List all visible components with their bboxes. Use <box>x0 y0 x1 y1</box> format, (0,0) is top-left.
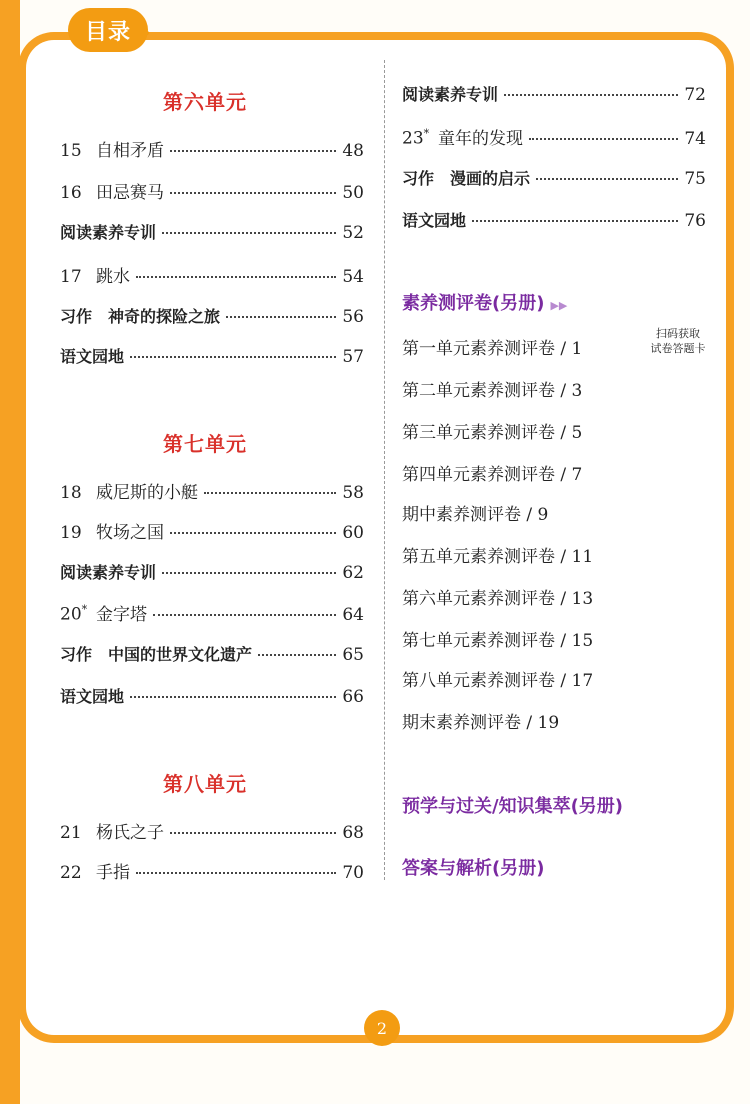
column-divider <box>384 60 385 880</box>
test-section-title: 素养测评卷(另册) ▶▶ <box>402 293 568 314</box>
qr-note: 扫码获取 试卷答题卡 <box>650 327 706 355</box>
section-title: 习作 中国的世界文化遗产 <box>60 645 253 664</box>
page-number: 2 <box>364 1010 400 1046</box>
lesson-number: 21 <box>60 823 82 843</box>
lesson-number: 19 <box>60 523 82 543</box>
page-ref: 50 <box>342 183 364 203</box>
dot-leader <box>162 232 336 234</box>
page-ref: 54 <box>342 267 364 287</box>
page-ref: 70 <box>342 863 364 883</box>
unit-title-6: 第六单元 <box>163 90 247 114</box>
toc-entry[interactable] <box>402 82 706 105</box>
page-ref: 66 <box>342 687 364 707</box>
toc-entry[interactable] <box>60 304 364 327</box>
unit-title-7: 第七单元 <box>163 432 247 456</box>
toc-entry[interactable] <box>60 220 364 243</box>
page-ref: 57 <box>342 347 364 367</box>
lesson-title: 手指 <box>96 863 130 883</box>
lesson-title: 牧场之国 <box>96 523 164 543</box>
page-ref: 76 <box>684 211 706 231</box>
page-ref: 48 <box>342 141 364 161</box>
dot-leader <box>130 696 336 698</box>
lesson-number: 22 <box>60 863 82 883</box>
toc-entry[interactable] <box>60 560 364 583</box>
page-ref: 74 <box>684 129 706 149</box>
toc-tab: 目录 <box>68 8 148 52</box>
lesson-title: 威尼斯的小艇 <box>96 483 198 503</box>
dot-leader <box>130 356 336 358</box>
lesson-number: 17 <box>60 267 82 287</box>
section-title: 习作 神奇的探险之旅 <box>60 307 221 326</box>
section-title: 语文园地 <box>402 211 467 230</box>
toc-entry[interactable] <box>60 818 364 843</box>
toc-entry[interactable] <box>60 344 364 367</box>
toc-entry[interactable] <box>402 124 706 149</box>
section-title: 阅读素养专训 <box>60 563 157 582</box>
toc-entry[interactable] <box>60 178 364 203</box>
test-item[interactable]: 期中素养测评卷 / 9 <box>402 505 549 525</box>
lesson-title: 自相矛盾 <box>96 141 164 161</box>
toc-entry[interactable] <box>60 858 364 883</box>
test-item[interactable]: 第七单元素养测评卷 / 15 <box>402 631 594 651</box>
dot-leader <box>226 316 336 318</box>
lesson-number: 15 <box>60 141 82 161</box>
page-ref: 52 <box>342 223 364 243</box>
section-title: 阅读素养专训 <box>60 223 157 242</box>
page-border <box>0 0 20 1104</box>
dot-leader <box>472 220 678 222</box>
test-item[interactable]: 第四单元素养测评卷 / 7 <box>402 465 583 485</box>
answers-section-title[interactable]: 答案与解析(另册) <box>402 858 545 879</box>
dot-leader <box>258 654 336 656</box>
test-item[interactable]: 第三单元素养测评卷 / 5 <box>402 423 583 443</box>
section-title: 语文园地 <box>60 687 125 706</box>
section-title: 语文园地 <box>60 347 125 366</box>
test-item[interactable]: 第五单元素养测评卷 / 11 <box>402 547 594 567</box>
toc-entry[interactable] <box>60 600 364 625</box>
toc-entry[interactable] <box>60 478 364 503</box>
toc-entry[interactable] <box>60 684 364 707</box>
dot-leader <box>504 94 678 96</box>
test-item[interactable]: 第六单元素养测评卷 / 13 <box>402 589 594 609</box>
toc-entry[interactable] <box>60 136 364 161</box>
test-item[interactable]: 第二单元素养测评卷 / 3 <box>402 381 583 401</box>
tab-decoration <box>138 20 152 39</box>
lesson-number: 23* <box>402 127 430 149</box>
toc-entry[interactable] <box>60 642 364 665</box>
lesson-number: 18 <box>60 483 82 503</box>
dot-leader <box>170 192 336 194</box>
lesson-number: 20* <box>60 603 88 625</box>
section-title: 阅读素养专训 <box>402 85 499 104</box>
page-ref: 56 <box>342 307 364 327</box>
dot-leader <box>529 138 678 140</box>
page-ref: 75 <box>684 169 706 189</box>
page-ref: 68 <box>342 823 364 843</box>
dot-leader <box>136 276 336 278</box>
dot-leader <box>153 614 336 616</box>
lesson-title: 跳水 <box>96 267 130 287</box>
page-ref: 58 <box>342 483 364 503</box>
toc-entry[interactable] <box>60 518 364 543</box>
double-arrow-icon: ▶▶ <box>550 299 568 312</box>
page-ref: 65 <box>342 645 364 665</box>
dot-leader <box>162 572 336 574</box>
lesson-title: 杨氏之子 <box>96 823 164 843</box>
toc-entry[interactable] <box>60 262 364 287</box>
dot-leader <box>170 832 336 834</box>
dot-leader <box>170 532 336 534</box>
section-title: 习作 漫画的启示 <box>402 169 531 188</box>
dot-leader <box>170 150 336 152</box>
test-item[interactable]: 期末素养测评卷 / 19 <box>402 713 560 733</box>
dot-leader <box>136 872 336 874</box>
page-ref: 72 <box>684 85 706 105</box>
page-ref: 62 <box>342 563 364 583</box>
dot-leader <box>536 178 678 180</box>
unit-title-8: 第八单元 <box>163 772 247 796</box>
lesson-number: 16 <box>60 183 82 203</box>
preview-section-title[interactable]: 预学与过关/知识集萃(另册) <box>402 796 624 817</box>
lesson-title: 童年的发现 <box>438 129 523 149</box>
page-ref: 64 <box>342 605 364 625</box>
lesson-title: 田忌赛马 <box>96 183 164 203</box>
toc-entry[interactable] <box>402 208 706 231</box>
test-item[interactable]: 第一单元素养测评卷 / 1 <box>402 339 583 359</box>
test-item[interactable]: 第八单元素养测评卷 / 17 <box>402 671 594 691</box>
dot-leader <box>204 492 336 494</box>
page-ref: 60 <box>342 523 364 543</box>
toc-entry[interactable] <box>402 166 706 189</box>
lesson-title: 金字塔 <box>96 605 147 625</box>
